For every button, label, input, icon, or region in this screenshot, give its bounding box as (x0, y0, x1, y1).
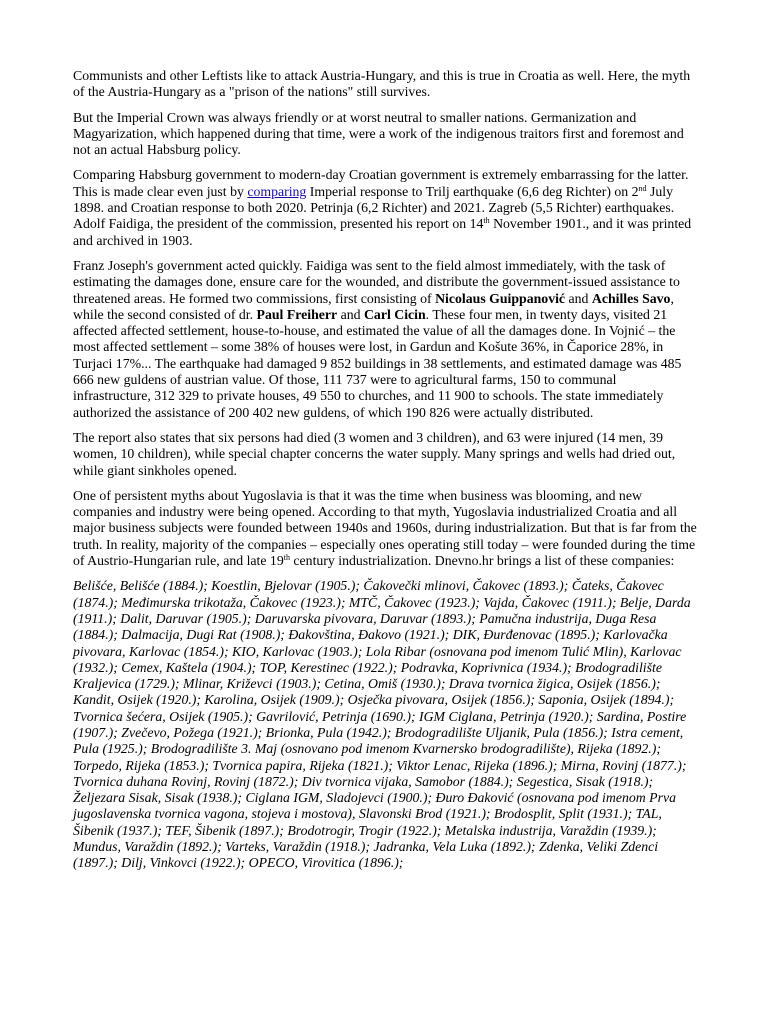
company-list: Belišće, Belišće (1884.); Koestlin, Bjelovar (1905.); Čakovečki mlinovi, Čakovec (1893.); Čateks, Čakovec (1874.); Međimurska trikotaža, Čakovec (1923.); MTČ, Čakovec (1923.); Vajda, Čakovec (1911.); Belje, Darda (1911.); Dalit, Daruvar (1905.); Daruvarska pivovara, Daruvar (1893.); Pamučna industrija, Duga Resa (1884.); Dalmacija, Dugi Rat (1908.); Đakovština, Đakovo (1921.); DIK, Đurđenovac (1895.); Karlovačka pivovara, Karlovac (1854.); KIO, Karlovac (1903.); Lola Ribar (osnovana pod imenom Tulić Mlin), Karlovac (1932.); Cemex, Kaštela (1904.); TOP, Kerestinec (1922.); Podravka, Koprivnica (1934.); Brodogradilište Kraljevica (1729.); Mlinar, Križevci (1903.); Cetina, Omiš (1930.); Drava tvornica žigica, Osijek (1856.); Kandit, Osijek (1920.); Karolina, Osijek (1909.); Osječka pivovara, Osijek (1856.); Saponia, Osijek (1894.); Tvornica šećera, Osijek (1905.); Gavrilović, Petrinja (1690.); IGM Ciglana, Petrinja (1920.); Sardina, Postire (1907.); Zvečevo, Požega (1921.); Brionka, Pula (1942.); Brodogradilište Uljanik, Pula (1856.); Istra cement, Pula (1925.); Brodogradilište 3. Maj (osnovano pod imenom Kvarnersko brodogradilište), Rijeka (1892.); Torpedo, Rijeka (1853.); Tvornica papira, Rijeka (1821.); Viktor Lenac, Rijeka (1896.); Mirna, Rovinj (1877.); Tvornica duhana Rovinj, Rovinj (1872.); Div tvornica vijaka, Samobor (1884.); Segestica, Sisak (1918.); Željezara Sisak, Sisak (1938.); Ciglana IGM, Sladojevci (1900.); Đuro Đaković (osnovana pod imenom Prva jugoslavenska tvornica vagona, stojeva i mostova), Slavonski Brod (1921.); Brodosplit, Split (1931.); TAL, Šibenik (1937.); TEF, Šibenik (1897.); Brodotrogir, Trogir (1922.); Metalska industrija, Varaždin (1939.); Mundus, Varaždin (1892.); Varteks, Varaždin (1918.); Jadranka, Vela Luka (1892.); Zdenka, Veliki Zdenci (1897.); Dilj, Vinkovci (1922.); OPECO, Virovitica (1896.); (73, 578, 691, 871)
text: Comparing Habsburg government to modern-day Croatian government is extremely embarrassing for the latter. This is made clear even just by (73, 167, 689, 199)
text: . These four men, in twenty days, visited 21 affected affected settlement, house-to-house, and estimated the value of all the damages done. In Vojnić – the most affected settlement – some 38% of houses were lost, in Gardun and Košute 36%, in Čaporice 28%, in Turjaci 17%... The earthquake had damaged 9 852 buildings in 38 settlements, and estimated damage was 485 666 new guldens of austrian value. Of those, 111 737 were to agricultural farms, 150 to communal infrastructure, 312 329 to private houses, 49 550 to churches, and 11 900 to schools. The state immediately authorized the assistance of 200 402 new guldens, of which 190 826 were actually distributed. (73, 306, 682, 420)
text: and (565, 290, 592, 306)
superscript: th (483, 216, 490, 226)
superscript: nd (638, 183, 647, 193)
paragraph-yugoslavia-myth (73, 488, 697, 569)
name-bold: Nicolaus Guippanović (435, 290, 566, 306)
name-bold: Achilles Savo (591, 290, 671, 306)
text: , while the second consisted of dr. (73, 290, 674, 322)
document-body (73, 68, 697, 881)
text: Imperial response to Trilj earthquake (6,6 deg Richter) on 2 (306, 183, 639, 199)
text: century industrialization. Dnevno.hr brings a list of these companies: (289, 553, 675, 569)
paragraph-imperial-crown: But the Imperial Crown was always friendly or at worst neutral to smaller nations. Germanization and Magyarization, which happened during that time, were a work of the indigenous traitors first and foremost and not an actual Habsburg policy. (73, 109, 684, 158)
name-bold: Paul Freiherr (256, 306, 338, 322)
text: July 1898. and Croatian response to both 2020. Petrinja (6,2 Richter) and 2021. Zagreb (5,5 Richter) earthquakes. Adolf Faidiga, the president of the commission, presented his report on 14 (73, 183, 675, 232)
superscript: th (283, 553, 290, 563)
paragraph-franz-joseph (73, 258, 697, 421)
text: One of persistent myths about Yugoslavia is that it was the time when business was blooming, and new companies and industry were being opened. According to that myth, Yugoslavia industrialized Croatia and all major business subjects were founded between 1940s and 1960s, during industrialization. But that is far from the truth. In reality, majority of the companies – especially ones operating still today – were founded during the time of Austrio-Hungarian rule, and late 19 (73, 487, 697, 569)
comparing-link[interactable]: comparing (247, 183, 307, 199)
text: Franz Joseph's government acted quickly. Faidiga was sent to the field almost immediately, with the task of estimating the damages done, ensure care for the wounded, and distribute the government-issued assistance to threatened areas. He formed two commissions, first consisting of (73, 257, 680, 306)
text: November 1901., and it was printed and archived in 1903. (73, 216, 692, 248)
name-bold: Carl Cicin (363, 306, 426, 322)
paragraph-intro: Communists and other Leftists like to attack Austria-Hungary, and this is true in Croatia as well. Here, the myth of the Austria-Hungary as a "prison of the nations" still survives. (73, 68, 691, 100)
paragraph-earthquake-comparison (73, 167, 697, 248)
paragraph-report: The report also states that six persons had died (3 women and 3 children), and 63 were injured (14 men, 39 women, 10 children), while special chapter concerns the water supply. Many springs and wells had dried out, while giant sinkholes opened. (73, 429, 676, 478)
text: and (337, 306, 364, 322)
